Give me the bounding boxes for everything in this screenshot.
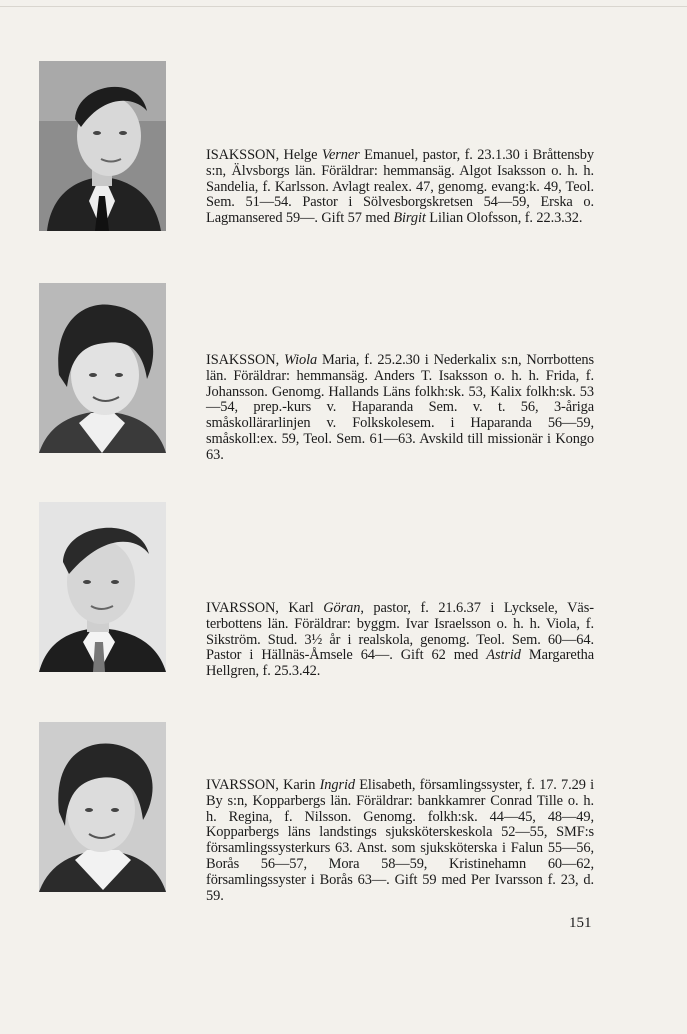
top-edge-line [0, 6, 687, 7]
entry-text-italic: Astrid [486, 647, 521, 664]
entry-text: Margaretha Hellgren, f. 25.3.42. [206, 647, 594, 680]
entry-text-italic: Göran [323, 600, 361, 616]
biography-entry-isaksson-wiola [206, 353, 594, 464]
biography-entry-ivarsson-goran [206, 601, 594, 680]
entry-text: Emanuel, pastor, f. 23.1.30 i Bråttensby s:n, Älvsborgs län. Föräldrar: hemmansäg. Algot Isaksson o. h. h. Sandelia, f. Karlsson. Avlagt realex. 47, genomg. evang:k. 49, Teol. Sem. 51—54. Pastor i Sölvesborgskretsen 54—59, Erska o. Lagmansered 59—. Gift 57 med [206, 147, 594, 227]
entry-text-italic: Birgit [393, 210, 426, 227]
entry-text-italic: Ingrid [319, 777, 355, 793]
portrait-photo-isaksson-helge [39, 61, 166, 231]
entry-text: ISAKSSON, [206, 352, 284, 368]
biography-entry-isaksson-helge [206, 148, 594, 227]
portrait-photo-ivarsson-goran [39, 502, 166, 672]
entry-text: , pastor, f. 21.6.37 i Lycksele, Västerbottens län. Föräldrar: byggm. Ivar Israelsson o. h. h. Viola, f. Sikström. Stud. 3½ år i realskola, genomg. Teol. Sem. 60—64. Pastor i Hällnäs-Åmsele 64—. Gift 62 med [206, 600, 594, 664]
biography-entry-ivarsson-ingrid [206, 778, 594, 904]
entry-text: Lilian Olofsson, f. 22.3.32. [425, 210, 583, 227]
page-number: 151 [569, 915, 592, 931]
entry-text: Maria, f. 25.2.30 i Nederkalix s:n, Norrbottens län. Föräldrar: hemmansäg. Anders T. Isaksson o. h. h. Frida, f. Johansson. Genomg. Hallands Läns folkh:sk. 53, Kalix folkh:sk. 53—54, prep.-kurs v. Haparanda Sem. v. t. 56, 3-åriga småskollärarlinjen v. Folkskolesem. i Haparanda 56—59, småskoll:ex. 59, Teol. Sem. 61—63. Avskild till missionär i Kongo 63. [206, 352, 594, 463]
entry-text: IVARSSON, Karin [206, 777, 320, 793]
portrait-photo-isaksson-wiola [39, 283, 166, 453]
entry-text: ISAKSSON, Helge [206, 147, 322, 163]
portrait-photo-ivarsson-ingrid [39, 722, 166, 892]
entry-text-italic: Verner [321, 147, 360, 163]
entry-text: Elisabeth, församlingssyster, f. 17. 7.29 i By s:n, Kopparbergs län. Föräldrar: bankkamrer Conrad Tille o. h. h. Regina, f. Nilsson. Genomg. folkh:sk. 44—45, 48—49, Kopparbergs läns landstings sjuksköterskeskola 52—55, SMF:s församlingssysterkurs 63. Anst. som sjuksköterska i Falun 55—56, Borås 56—57, Mora 58—59, Kristinehamn 60—62, församlingssyster i Borås 63—. Gift 59 med Per Ivarsson f. 23, d. 59. [206, 777, 594, 904]
entry-text-italic: Wiola [284, 352, 318, 368]
entry-text: IVARSSON, Karl [206, 600, 324, 616]
